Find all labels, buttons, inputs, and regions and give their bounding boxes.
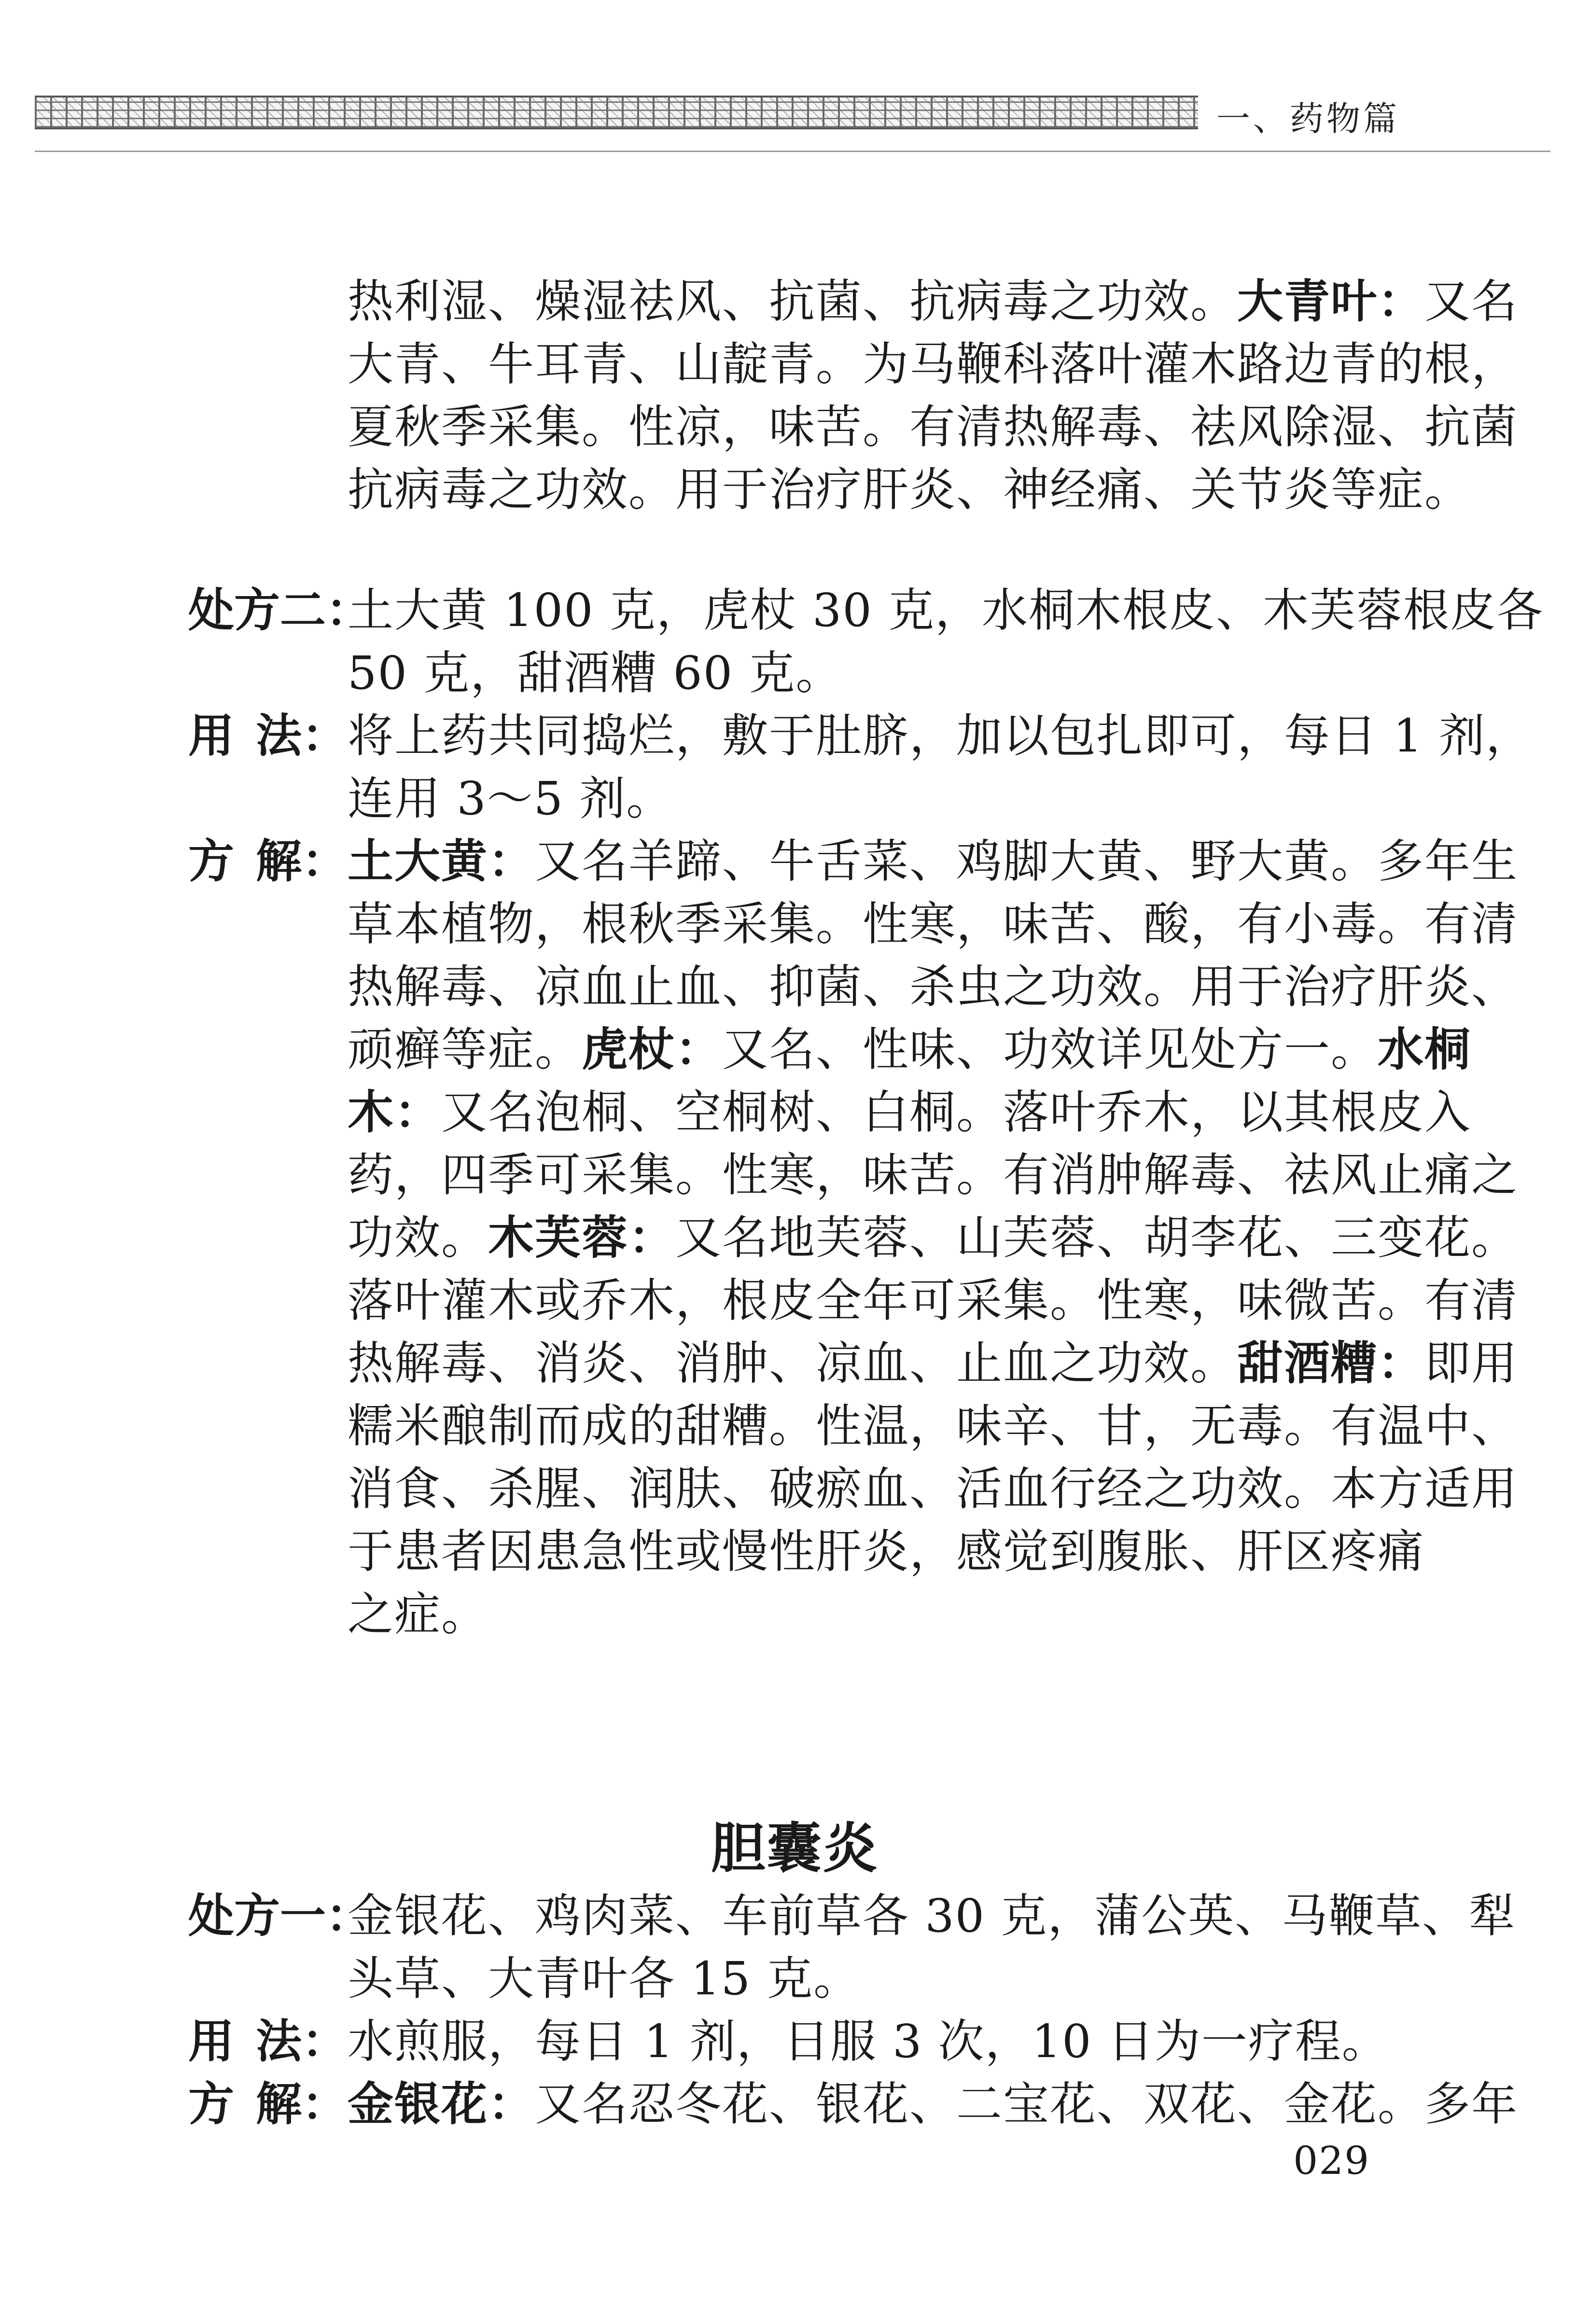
- text-run: 热解毒、消炎、消肿、凉血、止血之功效。: [348, 1337, 1238, 1390]
- label-char: 法：: [255, 709, 348, 763]
- text-run: 热利湿、燥湿祛风、抗菌、抗病毒之功效。: [348, 275, 1238, 328]
- herb-name: 土大黄：: [348, 835, 535, 888]
- header-decorative-band: [35, 96, 1198, 129]
- header-rule: [35, 151, 1550, 152]
- text-run: 又名羊蹄、牛舌菜、鸡脚大黄、野大黄。多年生: [535, 835, 1519, 888]
- text-run: 之症。: [348, 1588, 488, 1641]
- text-run: 落叶灌木或乔木，根皮全年可采集。性寒，味微苦。有清: [348, 1274, 1519, 1327]
- body-line: [348, 1018, 1471, 1081]
- section-title: 胆囊炎: [711, 1817, 879, 1880]
- text-run: 顽癣等症。: [348, 1023, 582, 1076]
- explanation-label: [188, 2073, 348, 2136]
- label-char: 用: [188, 709, 235, 763]
- label-char: 方: [188, 2077, 235, 2131]
- text-run: 又名泡桐、空桐树、白桐。落叶乔木，以其根皮入: [441, 1086, 1472, 1139]
- label-char: 用: [188, 2015, 235, 2068]
- herb-name: 虎杖：: [582, 1023, 723, 1076]
- body-line: [348, 956, 1518, 1018]
- text-run: 抗病毒之功效。用于治疗肝炎、神经痛、关节炎等症。: [348, 463, 1472, 516]
- body-line: [348, 1207, 1518, 1269]
- prescription-label: 处方一：: [188, 1889, 372, 1943]
- body-line: [348, 1583, 488, 1646]
- herb-name: 大青叶：: [1237, 275, 1425, 328]
- header-section-title: 一、药物篇: [1216, 99, 1400, 139]
- body-line: 土大黄 100 克，虎杖 30 克，水桐木根皮、木芙蓉根皮各: [348, 584, 1544, 637]
- text-run: 功效。: [348, 1211, 488, 1265]
- text-run: 又名、性味、功效详见处方一。: [722, 1023, 1378, 1076]
- label-char: 法：: [255, 2015, 348, 2068]
- herb-name: 水桐: [1378, 1023, 1472, 1076]
- body-line: [348, 1081, 1471, 1144]
- body-line: 将上药共同捣烂，敷于肚脐，加以包扎即可，每日 1 剂，: [348, 710, 1533, 763]
- text-run: 又名地芙蓉、山芙蓉、胡李花、三变花。: [675, 1211, 1519, 1265]
- text-run: 大青、牛耳青、山靛青。为马鞭科落叶灌木路边青的根，: [348, 338, 1519, 391]
- body-line: 50 克，甜酒糟 60 克。: [348, 647, 843, 700]
- text-run: 消食、杀腥、润肤、破瘀血、活血行经之功效。本方适用: [348, 1462, 1519, 1516]
- page-number: 029: [1293, 2138, 1370, 2183]
- body-line: [348, 1458, 1518, 1520]
- label-char: 解：: [255, 835, 348, 888]
- text-run: 草本植物，根秋季采集。性寒，味苦、酸，有小毒。有清: [348, 898, 1519, 951]
- body-line: [348, 2073, 1518, 2136]
- label-char: 方: [188, 835, 235, 888]
- text-run: 糯米酿制而成的甜糟。性温，味辛、甘，无毒。有温中、: [348, 1400, 1519, 1453]
- body-line: [348, 893, 1518, 956]
- body-line: [348, 396, 1518, 459]
- text-run: 于患者因患急性或慢性肝炎，感觉到腹胀、肝区疼痛: [348, 1525, 1425, 1578]
- body-line: [348, 270, 1518, 333]
- herb-name: 金银花：: [348, 2077, 535, 2131]
- body-line: 金银花、鸡肉菜、车前草各 30 克，蒲公英、马鞭草、犁: [348, 1890, 1516, 1943]
- body-line: [348, 1395, 1518, 1458]
- explanation-label: [188, 830, 348, 893]
- body-line: [348, 1332, 1518, 1395]
- text-run: 又名: [1424, 275, 1519, 328]
- body-line: [348, 1144, 1518, 1207]
- body-line: [348, 1269, 1518, 1332]
- body-line: [348, 333, 1518, 396]
- body-line: 头草、大青叶各 15 克。: [348, 1952, 861, 2005]
- herb-name: 木芙蓉：: [488, 1211, 676, 1265]
- usage-label: [188, 2010, 348, 2073]
- herb-name: 甜酒糟：: [1237, 1336, 1425, 1390]
- usage-label: [188, 705, 348, 767]
- herb-name: 木：: [348, 1085, 442, 1139]
- label-char: 解：: [255, 2077, 348, 2131]
- text-run: 又名忍冬花、银花、二宝花、双花、金花。多年: [535, 2078, 1519, 2131]
- text-run: 药，四季可采集。性寒，味苦。有消肿解毒、祛风止痛之: [348, 1149, 1519, 1202]
- body-line: 连用 3～5 剂。: [348, 772, 673, 825]
- text-run: 热解毒、凉血止血、抑菌、杀虫之功效。用于治疗肝炎、: [348, 960, 1519, 1014]
- prescription-label: 处方二：: [188, 584, 372, 637]
- text-run: 夏秋季采集。性凉，味苦。有清热解毒、祛风除湿、抗菌: [348, 401, 1519, 454]
- body-line: [348, 830, 1518, 893]
- body-line: [348, 1520, 1424, 1583]
- body-line: [348, 459, 1471, 521]
- body-line: 水煎服，每日 1 剂，日服 3 次，10 日为一疗程。: [348, 2015, 1389, 2068]
- text-run: 即用: [1424, 1337, 1519, 1390]
